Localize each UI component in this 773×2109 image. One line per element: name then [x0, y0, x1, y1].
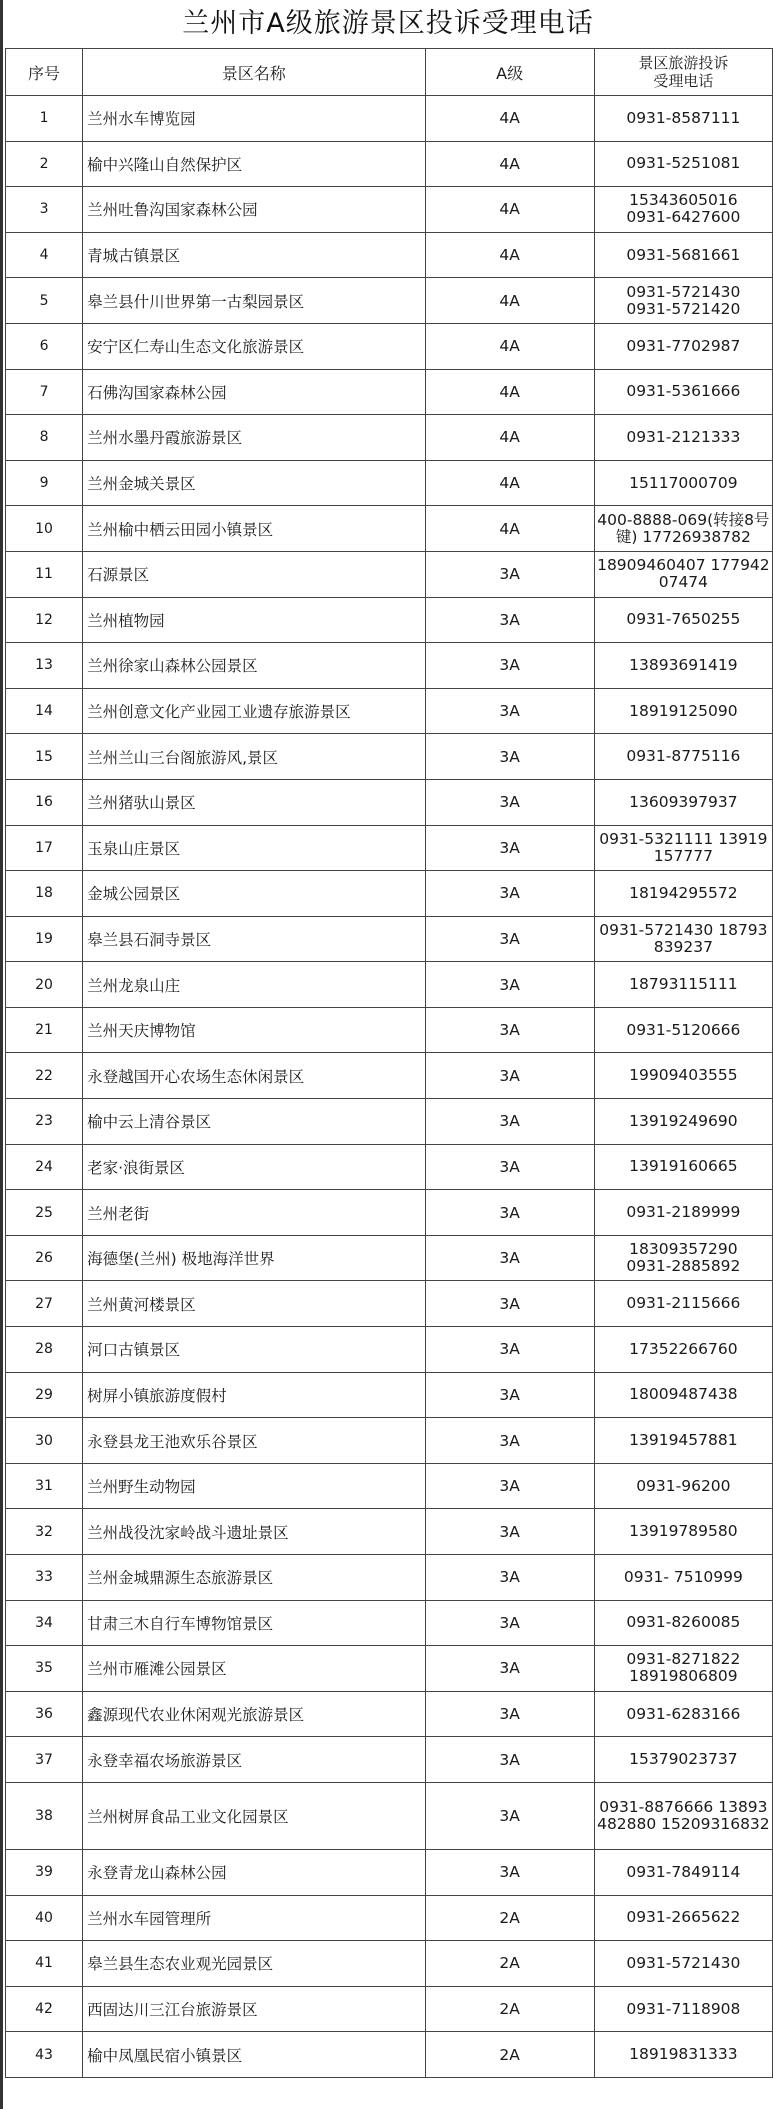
scenic-area-name: 石源景区 [83, 551, 425, 597]
scenic-area-name: 兰州榆中栖云田园小镇景区 [83, 506, 425, 552]
scenic-area-name: 金城公园景区 [83, 871, 425, 917]
row-number: 20 [6, 962, 83, 1008]
a-level: 4A [425, 369, 594, 415]
scenic-area-name: 兰州野生动物园 [83, 1463, 425, 1509]
scenic-area-name: 皋兰县生态农业观光园景区 [83, 1941, 425, 1987]
row-number: 37 [6, 1737, 83, 1783]
row-number: 24 [6, 1144, 83, 1190]
complaint-phone: 15117000709 [594, 460, 772, 506]
scenic-area-name: 河口古镇景区 [83, 1327, 425, 1373]
complaint-phone: 18909460407 17794207474 [594, 551, 772, 597]
complaint-phone: 0931-2115666 [594, 1281, 772, 1327]
table-row [6, 551, 773, 597]
row-number: 41 [6, 1941, 83, 1987]
complaint-phone: 0931-5681661 [594, 232, 772, 278]
complaint-phone: 0931-8876666 13893482880 15209316832 [594, 1782, 772, 1849]
scenic-area-name: 玉泉山庄景区 [83, 825, 425, 871]
table-row [6, 1986, 773, 2032]
scenic-area-name: 榆中云上清谷景区 [83, 1099, 425, 1145]
complaint-phone: 0931- 7510999 [594, 1555, 772, 1601]
a-level: 3A [425, 734, 594, 780]
table-row [6, 1782, 773, 1849]
complaint-phone: 0931-5721430 [594, 1941, 772, 1987]
a-level: 3A [425, 1327, 594, 1373]
table-row [6, 1463, 773, 1509]
scenic-area-name: 兰州植物园 [83, 597, 425, 643]
scenic-area-name: 永登幸福农场旅游景区 [83, 1737, 425, 1783]
row-number: 21 [6, 1007, 83, 1053]
table-row [6, 141, 773, 187]
scenic-area-name: 兰州天庆博物馆 [83, 1007, 425, 1053]
complaint-phone: 18919831333 [594, 2032, 772, 2078]
complaint-phone: 0931-5721430 18793839237 [594, 916, 772, 962]
complaint-phone: 18009487438 [594, 1372, 772, 1418]
row-number: 29 [6, 1372, 83, 1418]
scenic-area-name: 鑫源现代农业休闲观光旅游景区 [83, 1691, 425, 1737]
table-row [6, 734, 773, 780]
a-level: 3A [425, 1235, 594, 1281]
complaint-phone: 15379023737 [594, 1737, 772, 1783]
table-row [6, 278, 773, 324]
row-number: 17 [6, 825, 83, 871]
scenic-area-name: 西固达川三江台旅游景区 [83, 1986, 425, 2032]
a-level: 3A [425, 779, 594, 825]
table-row [6, 1600, 773, 1646]
complaint-phone: 0931-6283166 [594, 1691, 772, 1737]
scenic-area-name: 兰州战役沈家岭战斗遗址景区 [83, 1509, 425, 1555]
table-row [6, 323, 773, 369]
row-number: 38 [6, 1782, 83, 1849]
row-number: 13 [6, 643, 83, 689]
a-level: 3A [425, 1053, 594, 1099]
row-number: 36 [6, 1691, 83, 1737]
table-row [6, 597, 773, 643]
complaint-phone: 0931-2121333 [594, 415, 772, 461]
table-row [6, 1007, 773, 1053]
a-level: 3A [425, 1190, 594, 1236]
scenic-area-name: 兰州水车博览园 [83, 96, 425, 142]
row-number: 14 [6, 688, 83, 734]
complaint-phone: 13919789580 [594, 1509, 772, 1555]
row-number: 32 [6, 1509, 83, 1555]
scenic-area-name: 兰州龙泉山庄 [83, 962, 425, 1008]
scenic-area-name: 兰州猪驮山景区 [83, 779, 425, 825]
table-row [6, 369, 773, 415]
complaint-phone: 17352266760 [594, 1327, 772, 1373]
a-level: 3A [425, 1555, 594, 1601]
complaint-phone: 13919249690 [594, 1099, 772, 1145]
scenic-area-name: 甘肃三木自行车博物馆景区 [83, 1600, 425, 1646]
row-number: 16 [6, 779, 83, 825]
table-row [6, 1555, 773, 1601]
table-body [6, 96, 773, 2078]
table-row [6, 962, 773, 1008]
scenic-area-name: 永登县龙王池欢乐谷景区 [83, 1418, 425, 1464]
page-title: 兰州市A级旅游景区投诉受理电话 [182, 8, 594, 39]
row-number: 31 [6, 1463, 83, 1509]
a-level: 3A [425, 1372, 594, 1418]
header-level: A级 [425, 49, 594, 96]
a-level: 3A [425, 1600, 594, 1646]
scenic-area-name: 兰州创意文化产业园工业遗存旅游景区 [83, 688, 425, 734]
table-row [6, 460, 773, 506]
scenic-area-name: 兰州市雁滩公园景区 [83, 1646, 425, 1692]
a-level: 2A [425, 2032, 594, 2078]
scenic-area-name: 榆中兴隆山自然保护区 [83, 141, 425, 187]
row-number: 3 [6, 187, 83, 233]
table-row [6, 779, 773, 825]
a-level: 3A [425, 643, 594, 689]
a-level: 3A [425, 551, 594, 597]
scenic-area-name: 树屏小镇旅游度假村 [83, 1372, 425, 1418]
a-level: 3A [425, 1509, 594, 1555]
row-number: 23 [6, 1099, 83, 1145]
table-row [6, 1646, 773, 1692]
complaint-phone: 15343605016 0931-6427600 [594, 187, 772, 233]
scenic-area-name: 兰州黄河楼景区 [83, 1281, 425, 1327]
complaint-phone: 0931-7849114 [594, 1849, 772, 1895]
table-row [6, 1190, 773, 1236]
table-row [6, 1691, 773, 1737]
table-row [6, 825, 773, 871]
a-level: 4A [425, 506, 594, 552]
scenic-area-name: 兰州金城关景区 [83, 460, 425, 506]
a-level: 3A [425, 688, 594, 734]
a-level: 4A [425, 141, 594, 187]
a-level: 4A [425, 460, 594, 506]
table-row [6, 96, 773, 142]
table-row [6, 1941, 773, 1987]
table-row [6, 916, 773, 962]
row-number: 10 [6, 506, 83, 552]
complaint-phone: 0931-5251081 [594, 141, 772, 187]
table-row [6, 187, 773, 233]
a-level: 3A [425, 597, 594, 643]
row-number: 8 [6, 415, 83, 461]
complaint-phone: 400-8888-069(转接8号键) 17726938782 [594, 506, 772, 552]
a-level: 3A [425, 1737, 594, 1783]
row-number: 28 [6, 1327, 83, 1373]
row-number: 6 [6, 323, 83, 369]
scenic-area-name: 安宁区仁寿山生态文化旅游景区 [83, 323, 425, 369]
table-row [6, 1235, 773, 1281]
scenic-area-name: 兰州吐鲁沟国家森林公园 [83, 187, 425, 233]
scenic-area-name: 皋兰县石洞寺景区 [83, 916, 425, 962]
table-header [6, 49, 773, 96]
row-number: 2 [6, 141, 83, 187]
complaint-phone: 13919457881 [594, 1418, 772, 1464]
complaint-phone: 18793115111 [594, 962, 772, 1008]
complaint-phone: 0931-8587111 [594, 96, 772, 142]
scenic-area-name: 兰州金城鼎源生态旅游景区 [83, 1555, 425, 1601]
row-number: 19 [6, 916, 83, 962]
a-level: 4A [425, 415, 594, 461]
a-level: 4A [425, 323, 594, 369]
scenic-area-table [5, 48, 773, 2078]
table-row [6, 1281, 773, 1327]
a-level: 3A [425, 916, 594, 962]
complaint-phone: 13893691419 [594, 643, 772, 689]
scenic-area-name: 兰州徐家山森林公园景区 [83, 643, 425, 689]
row-number: 1 [6, 96, 83, 142]
table-row [6, 232, 773, 278]
a-level: 3A [425, 962, 594, 1008]
a-level: 2A [425, 1986, 594, 2032]
row-number: 25 [6, 1190, 83, 1236]
row-number: 15 [6, 734, 83, 780]
complaint-phone: 13609397937 [594, 779, 772, 825]
table-row [6, 1372, 773, 1418]
row-number: 27 [6, 1281, 83, 1327]
table-row [6, 1327, 773, 1373]
scenic-area-name: 石佛沟国家森林公园 [83, 369, 425, 415]
scenic-area-name: 兰州老街 [83, 1190, 425, 1236]
a-level: 3A [425, 1782, 594, 1849]
complaint-phone: 0931-2665622 [594, 1895, 772, 1941]
a-level: 3A [425, 1099, 594, 1145]
row-number: 35 [6, 1646, 83, 1692]
complaint-phone: 0931-5721430 0931-5721420 [594, 278, 772, 324]
scenic-area-name: 永登青龙山森林公园 [83, 1849, 425, 1895]
header-phone: 景区旅游投诉 受理电话 [594, 49, 772, 96]
complaint-phone: 0931-96200 [594, 1463, 772, 1509]
header-name: 景区名称 [83, 49, 425, 96]
a-level: 3A [425, 1144, 594, 1190]
table-row [6, 415, 773, 461]
a-level: 2A [425, 1941, 594, 1987]
row-number: 43 [6, 2032, 83, 2078]
table-row [6, 2032, 773, 2078]
scenic-area-name: 青城古镇景区 [83, 232, 425, 278]
row-number: 33 [6, 1555, 83, 1601]
a-level: 3A [425, 1691, 594, 1737]
row-number: 7 [6, 369, 83, 415]
a-level: 2A [425, 1895, 594, 1941]
table-row [6, 1509, 773, 1555]
row-number: 40 [6, 1895, 83, 1941]
a-level: 3A [425, 1281, 594, 1327]
table-row [6, 1144, 773, 1190]
scenic-area-name: 皋兰县什川世界第一古梨园景区 [83, 278, 425, 324]
a-level: 4A [425, 96, 594, 142]
complaint-phone: 0931-8271822 18919806809 [594, 1646, 772, 1692]
row-number: 42 [6, 1986, 83, 2032]
scenic-area-name: 海德堡(兰州) 极地海洋世界 [83, 1235, 425, 1281]
complaint-phone: 0931-8260085 [594, 1600, 772, 1646]
table-row [6, 1418, 773, 1464]
a-level: 4A [425, 278, 594, 324]
a-level: 3A [425, 1463, 594, 1509]
row-number: 11 [6, 551, 83, 597]
complaint-phone: 0931-5321111 13919157777 [594, 825, 772, 871]
a-level: 3A [425, 1418, 594, 1464]
scenic-area-name: 兰州树屏食品工业文化园景区 [83, 1782, 425, 1849]
row-number: 26 [6, 1235, 83, 1281]
table-row [6, 1737, 773, 1783]
complaint-phone: 0931-5120666 [594, 1007, 772, 1053]
row-number: 22 [6, 1053, 83, 1099]
row-number: 12 [6, 597, 83, 643]
table-row [6, 1895, 773, 1941]
scenic-area-name: 永登越国开心农场生态休闲景区 [83, 1053, 425, 1099]
a-level: 3A [425, 1646, 594, 1692]
table-row [6, 1099, 773, 1145]
a-level: 3A [425, 871, 594, 917]
scenic-area-name: 兰州兰山三台阁旅游风,景区 [83, 734, 425, 780]
a-level: 3A [425, 1007, 594, 1053]
table-row [6, 506, 773, 552]
complaint-phone: 13919160665 [594, 1144, 772, 1190]
scenic-area-name: 兰州水墨丹霞旅游景区 [83, 415, 425, 461]
complaint-phone: 0931-2189999 [594, 1190, 772, 1236]
complaint-phone: 0931-7650255 [594, 597, 772, 643]
table-row [6, 643, 773, 689]
complaint-phone: 0931-7702987 [594, 323, 772, 369]
complaint-phone: 0931-5361666 [594, 369, 772, 415]
header-no: 序号 [6, 49, 83, 96]
row-number: 9 [6, 460, 83, 506]
scenic-area-name: 兰州水车园管理所 [83, 1895, 425, 1941]
table-row [6, 688, 773, 734]
row-number: 39 [6, 1849, 83, 1895]
complaint-phone: 0931-8775116 [594, 734, 772, 780]
row-number: 4 [6, 232, 83, 278]
row-number: 18 [6, 871, 83, 917]
a-level: 3A [425, 1849, 594, 1895]
scenic-area-name: 老家·浪街景区 [83, 1144, 425, 1190]
table-row [6, 1053, 773, 1099]
row-number: 34 [6, 1600, 83, 1646]
a-level: 4A [425, 232, 594, 278]
table-row [6, 1849, 773, 1895]
table-row [6, 871, 773, 917]
row-number: 30 [6, 1418, 83, 1464]
a-level: 4A [425, 187, 594, 233]
complaint-phone: 18919125090 [594, 688, 772, 734]
complaint-phone: 18194295572 [594, 871, 772, 917]
scenic-area-name: 榆中凤凰民宿小镇景区 [83, 2032, 425, 2078]
complaint-phone: 18309357290 0931-2885892 [594, 1235, 772, 1281]
a-level: 3A [425, 825, 594, 871]
complaint-phone: 0931-7118908 [594, 1986, 772, 2032]
complaint-phone: 19909403555 [594, 1053, 772, 1099]
row-number: 5 [6, 278, 83, 324]
